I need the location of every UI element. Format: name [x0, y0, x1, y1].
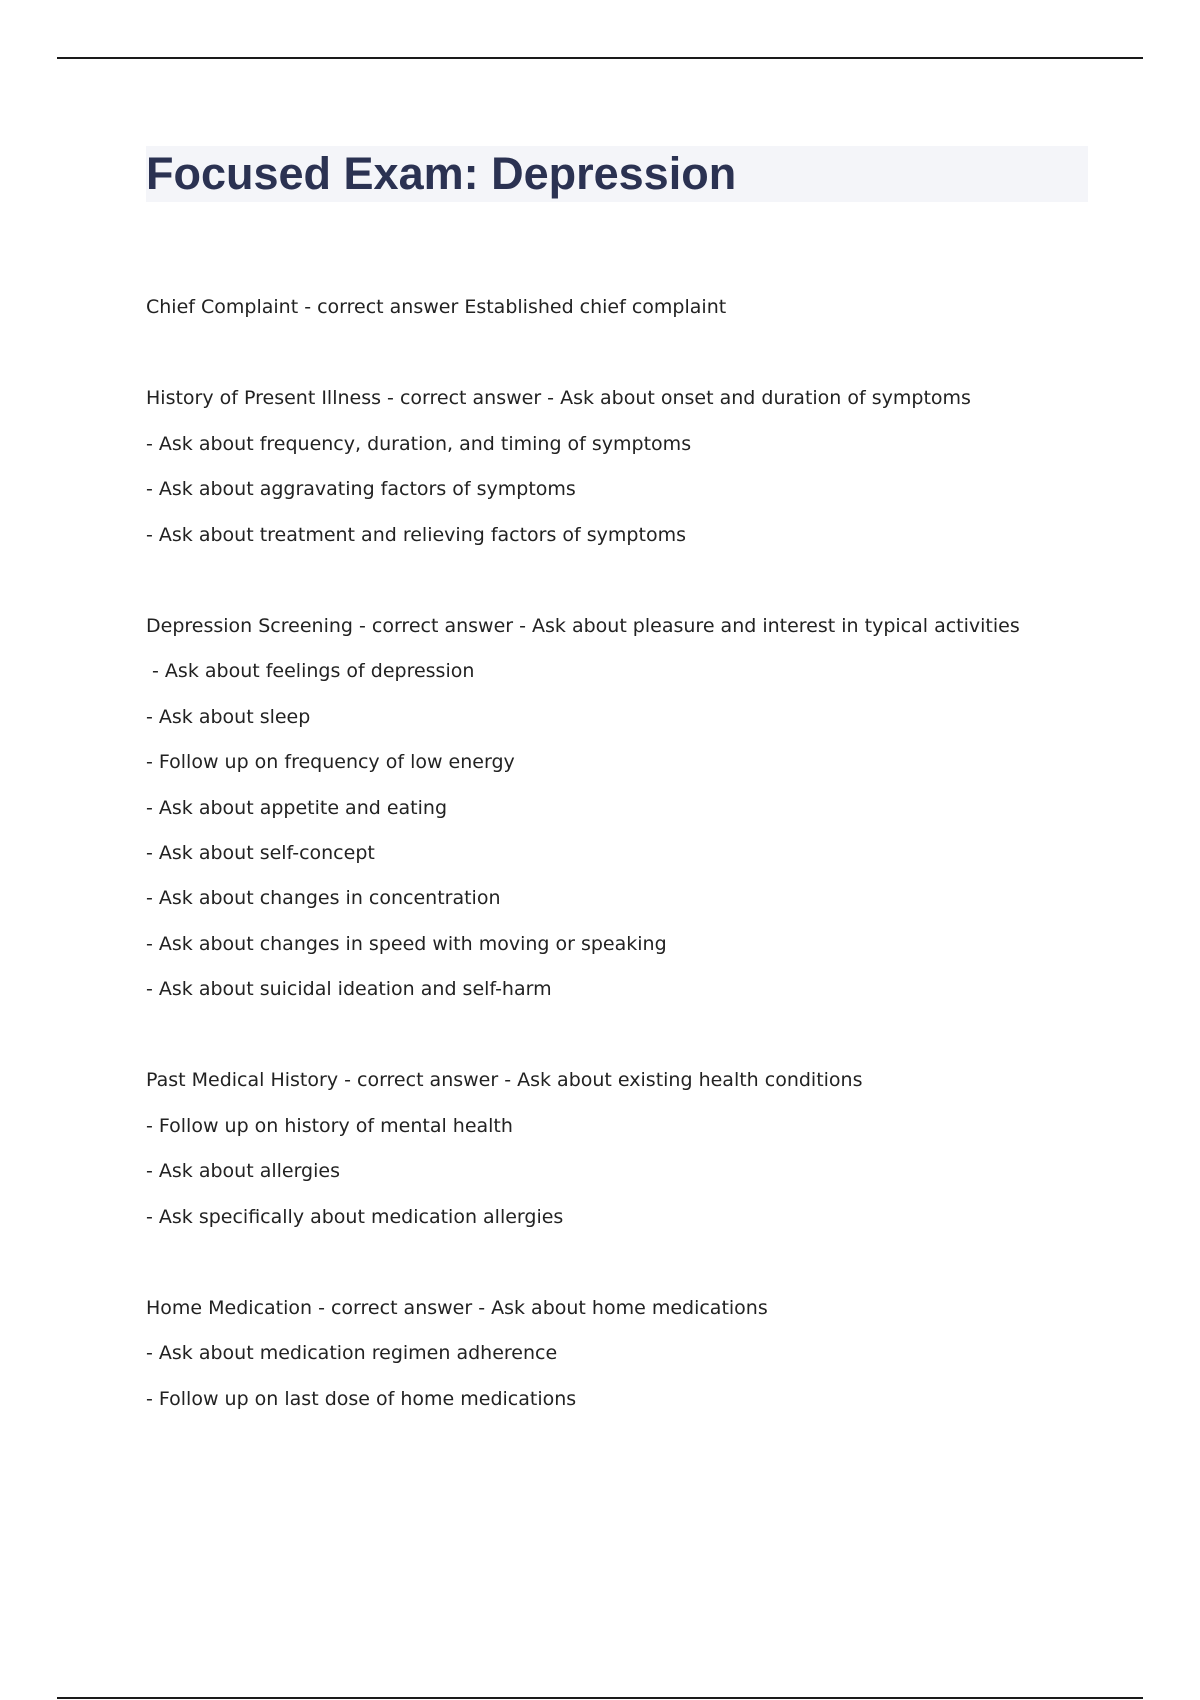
qa-section	[146, 376, 1126, 558]
answer-item: - Follow up on history of mental health	[146, 1114, 513, 1137]
footer-rule	[57, 1697, 1143, 1699]
qa-section	[146, 1286, 1126, 1422]
answer-item: - Follow up on last dose of home medications	[146, 1387, 577, 1410]
answer-item: - Follow up on frequency of low energy	[146, 751, 515, 774]
answer-item: - Ask about frequency, duration, and timing of symptoms	[146, 432, 692, 455]
answer-item: - Ask about treatment and relieving factors of symptoms	[146, 523, 686, 546]
header-rule	[57, 57, 1143, 59]
answer-item: - Ask about sleep	[146, 705, 311, 728]
section-heading-line: Depression Screening - correct answer - Ask about pleasure and interest in typical activities	[146, 614, 1020, 637]
section-heading-line: Home Medication - correct answer - Ask about home medications	[146, 1297, 768, 1320]
qa-section	[146, 1058, 1126, 1240]
answer-item: - Ask about feelings of depression	[146, 660, 475, 683]
document-body	[146, 285, 1126, 1468]
qa-section	[146, 285, 1126, 330]
answer-item: - Ask about changes in speed with moving or speaking	[146, 932, 667, 955]
section-heading-line: Past Medical History - correct answer - Ask about existing health conditions	[146, 1069, 863, 1092]
section-heading-line: History of Present Illness - correct answer - Ask about onset and duration of symptoms	[146, 387, 971, 410]
answer-item: - Ask about suicidal ideation and self-harm	[146, 978, 552, 1001]
answer-item: - Ask about aggravating factors of symptoms	[146, 478, 576, 501]
answer-item: - Ask about self-concept	[146, 841, 375, 864]
section-heading-line: Chief Complaint - correct answer Established chief complaint	[146, 296, 727, 318]
qa-section	[146, 604, 1126, 1013]
answer-item: - Ask about appetite and eating	[146, 796, 448, 819]
answer-item: - Ask about medication regimen adherence	[146, 1342, 558, 1365]
answer-item: - Ask about allergies	[146, 1160, 340, 1183]
answer-item: - Ask about changes in concentration	[146, 887, 501, 910]
page-title: Focused Exam: Depression	[146, 148, 737, 199]
answer-item: - Ask specifically about medication allergies	[146, 1205, 564, 1228]
